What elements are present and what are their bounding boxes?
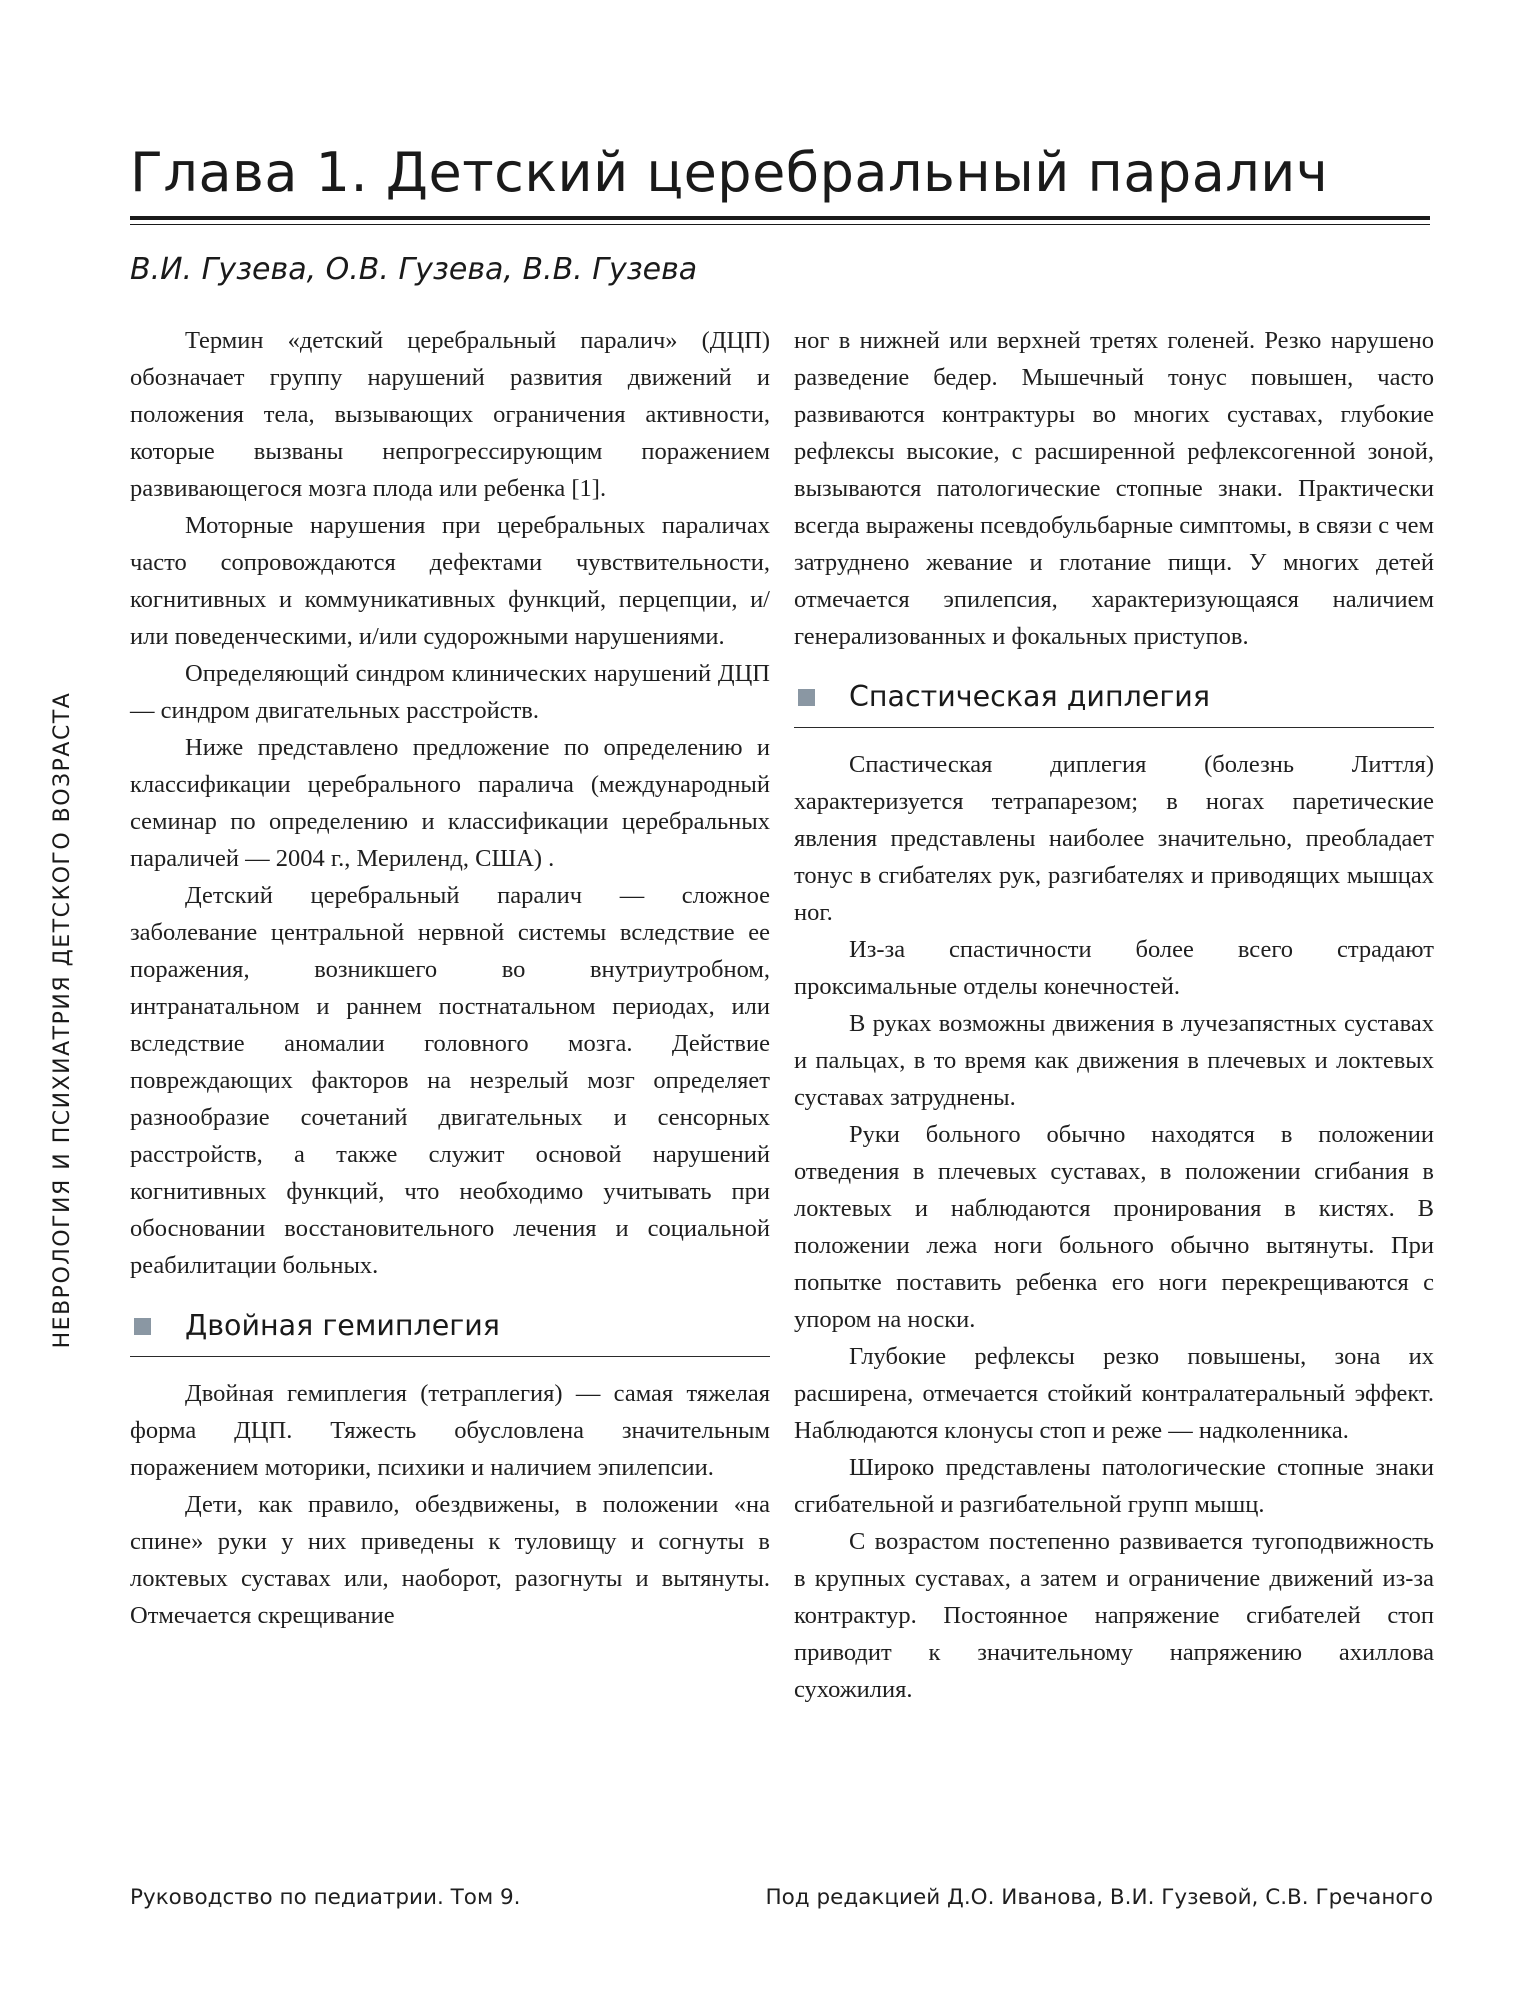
title-rule-thick — [130, 216, 1430, 220]
title-rule-thin — [130, 224, 1430, 225]
square-bullet-icon — [134, 1318, 151, 1335]
footer-editors: Под редакцией Д.О. Иванова, В.И. Гузевой, С.В. Гречаного — [765, 1885, 1433, 1910]
paragraph: С возрастом постепенно развивается тугоподвижность в крупных суставах, а затем и ограничение движений из-за контрактур. Постоянное напряжение сгибателей стоп приводит к значительному напряжению ахиллова сухожилия. — [794, 1528, 1434, 1703]
paragraph: Глубокие рефлексы резко повышены, зона их расширена, отмечается стойкий контралатеральный эффект. Наблюдаются клонусы стоп и реже — надколенника. — [794, 1343, 1434, 1444]
paragraph: Широко представлены патологические стопные знаки сгибательной и разгибательной групп мышц. — [794, 1454, 1434, 1518]
section-heading-text: Спастическая диплегия — [849, 680, 1210, 713]
paragraph: В руках возможны движения в лучезапястных суставах и пальцах, в то время как движения в плечевых и локтевых суставах затруднены. — [794, 1010, 1434, 1111]
paragraph: Детский церебральный паралич — сложное заболевание центральной нервной системы вследствие ее поражения, возникшего во внутриутробном, интранатальном и раннем постнатальном периодах, или вследствие аномалии головного мозга. Действие повреждающих факторов на незрелый мозг определяет разнообразие сочетаний двигательных и сенсорных расстройств, а также служит основой нарушений когнитивных функций, что необходимо учитывать при обосновании восстановительного лечения и социальной реабилитации больных. — [130, 882, 770, 1279]
paragraph: Двойная гемиплегия (тетраплегия) — самая тяжелая форма ДЦП. Тяжесть обусловлена значительным поражением моторики, психики и наличием эпилепсии. — [130, 1380, 770, 1481]
paragraph: Из-за спастичности более всего страдают проксимальные отделы конечностей. — [794, 936, 1434, 1000]
paragraph: Ниже представлено предложение по определению и классификации церебрального паралича (международный семинар по определению и классификации церебральных параличей — 2004 г., Мериленд, США) . — [130, 734, 770, 872]
paragraph: Руки больного обычно находятся в положении отведения в плечевых суставах, в положении сгибания в локтевых и наблюдаются пронирования в кистях. В положении лежа ноги больного обычно вытянуты. При попытке поставить ребенка его ноги перекрещиваются с упором на носки. — [794, 1121, 1434, 1333]
paragraph: Определяющий синдром клинических нарушений ДЦП — синдром двигательных расстройств. — [130, 660, 770, 724]
section-heading-text: Двойная гемиплегия — [185, 1309, 500, 1342]
vertical-section-label: НЕВРОЛОГИЯ И ПСИХИАТРИЯ ДЕТСКОГО ВОЗРАСТА — [50, 691, 75, 1349]
paragraph: Дети, как правило, обездвижены, в положении «на спине» руки у них приведены к туловищу и согнуты в локтевых суставах или, наоборот, разогнуты и вытянуты. Отмечается скрещивание — [130, 1491, 770, 1629]
paragraph: Термин «детский церебральный паралич» (ДЦП) обозначает группу нарушений развития движений и положения тела, вызывающих ограничения активности, которые вызваны непрогрессирующим поражением развивающегося мозга плода или ребенка [1]. — [130, 327, 770, 502]
paragraph: Спастическая диплегия (болезнь Литтля) характеризуется тетрапарезом; в ногах паретические явления представлены наиболее значительно, преобладает тонус в сгибателях рук, разгибателях и приводящих мышцах ног. — [794, 751, 1434, 926]
right-column — [794, 322, 1434, 1708]
square-bullet-icon — [798, 689, 815, 706]
section-heading-double-hemiplegia — [130, 1300, 770, 1357]
authors-line: В.И. Гузева, О.В. Гузева, В.В. Гузева — [130, 252, 698, 287]
paragraph-continuation: ног в нижней или верхней третях голеней. Резко нарушено разведение бедер. Мышечный тонус повышен, часто развиваются контрактуры во многих суставах, глубокие рефлексы высокие, с расширенной рефлексогенной зоной, вызываются патологические стопные знаки. Практически всегда выражены псевдобульбарные симптомы, в связи с чем затруднено жевание и глотание пищи. У многих детей отмечается эпилепсия, характеризующаяся наличием генерализованных и фокальных приступов. — [794, 327, 1434, 650]
section-heading-spastic-diplegia — [794, 671, 1434, 728]
paragraph: Моторные нарушения при церебральных параличах часто сопровождаются дефектами чувствительности, когнитивных и коммуникативных функций, перцепции, и/или поведенческими, и/или судорожными нарушениями. — [130, 512, 770, 650]
chapter-title: Глава 1. Детский церебральный паралич — [130, 141, 1329, 204]
left-column — [130, 322, 770, 1634]
footer-book-title: Руководство по педиатрии. Том 9. — [130, 1885, 521, 1910]
